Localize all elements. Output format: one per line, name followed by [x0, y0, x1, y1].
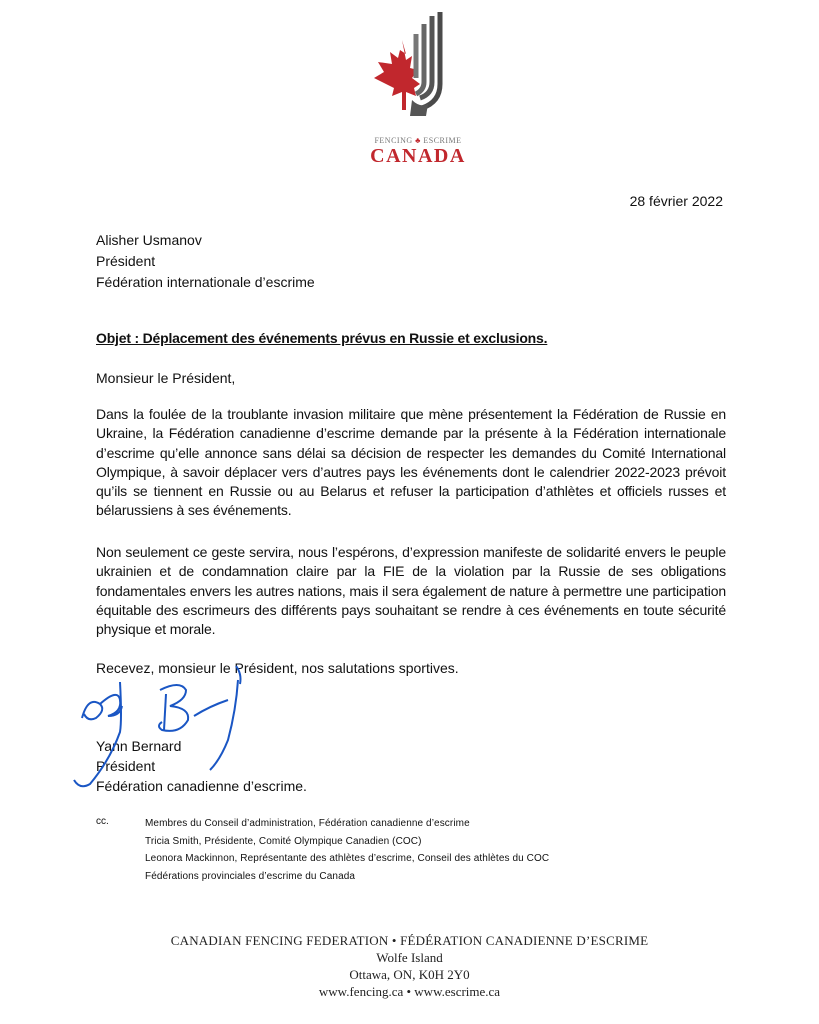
logo-fencing-text: FENCING: [374, 136, 413, 145]
maple-leaf-fencer-icon: [360, 12, 470, 137]
recipient-name: Alisher Usmanov: [96, 232, 202, 248]
letter-date: 28 février 2022: [629, 193, 723, 209]
letter-subject: Objet : Déplacement des événements prévus en Russie et exclusions.: [96, 330, 548, 346]
body-paragraph-1: Dans la foulée de la troublante invasion militaire que mène présentement la Fédération de Russie en Ukraine, la Fédération canadienne d’escrime demande par la présente à la Fédération internationale d’escrime qu’elle annonce sans délai sa décision de respecter les demandes du Comité International Olympique, à savoir déplacer vers d’autres pays les événements dont le calendrier 2022-2023 prévoit qu’ils se tiennent en Russie ou au Belarus et refuser la participation d’athlètes et officiels russes et bélarussiens à ses événements.: [96, 406, 726, 519]
cc-item: Membres du Conseil d’administration, Fédération canadienne d’escrime: [145, 818, 470, 829]
small-maple-leaf-icon: ♣: [415, 136, 421, 145]
cc-item: Fédérations provinciales d’escrime du Canada: [145, 870, 356, 882]
body-paragraph-2: Non seulement ce geste servira, nous l’espérons, d’expression manifeste de solidarité envers le peuple ukrainien et de condamnation claire par la FIE de la violation par la Russie de ses obligations fondamentales envers les autres nations, mais il sera également de nature à permettre une participation équitable des escrimeurs des différents pays souhaitant se rendre à ces événements en toute sécurité physique et morale.: [96, 544, 726, 638]
logo-tagline: [368, 136, 468, 145]
signatory-name: Yann Bernard: [96, 738, 182, 754]
recipient-title: Président: [96, 253, 156, 269]
cc-label: cc.: [96, 816, 109, 827]
cc-list: [145, 815, 549, 885]
footer-organization: CANADIAN FENCING FEDERATION • FÉDÉRATION CANADIENNE D’ESCRIME: [170, 933, 649, 948]
recipient-address: [96, 230, 315, 293]
signatory-title: Président: [96, 758, 156, 774]
logo-escrime-text: ESCRIME: [423, 136, 462, 145]
fencing-canada-logo: [360, 12, 470, 167]
footer-address-line2: Ottawa, ON, K0H 2Y0: [349, 967, 470, 982]
letter-closing: Recevez, monsieur le Président, nos salutations sportives.: [96, 660, 459, 676]
footer-address-line1: Wolfe Island: [376, 950, 443, 965]
cc-item: Tricia Smith, Présidente, Comité Olympique Canadien (COC): [145, 835, 422, 847]
recipient-organization: Fédération internationale d’escrime: [96, 274, 315, 290]
logo-wordmark: CANADA: [370, 145, 466, 167]
letter-salutation: Monsieur le Président,: [96, 370, 236, 386]
footer-websites: www.fencing.ca • www.escrime.ca: [318, 984, 501, 999]
letterhead-footer: [0, 932, 819, 1000]
cc-item: Leonora Mackinnon, Représentante des athlètes d’escrime, Conseil des athlètes du COC: [145, 853, 550, 864]
signatory-organization: Fédération canadienne d’escrime.: [96, 778, 307, 794]
handwritten-signature: [60, 660, 250, 790]
